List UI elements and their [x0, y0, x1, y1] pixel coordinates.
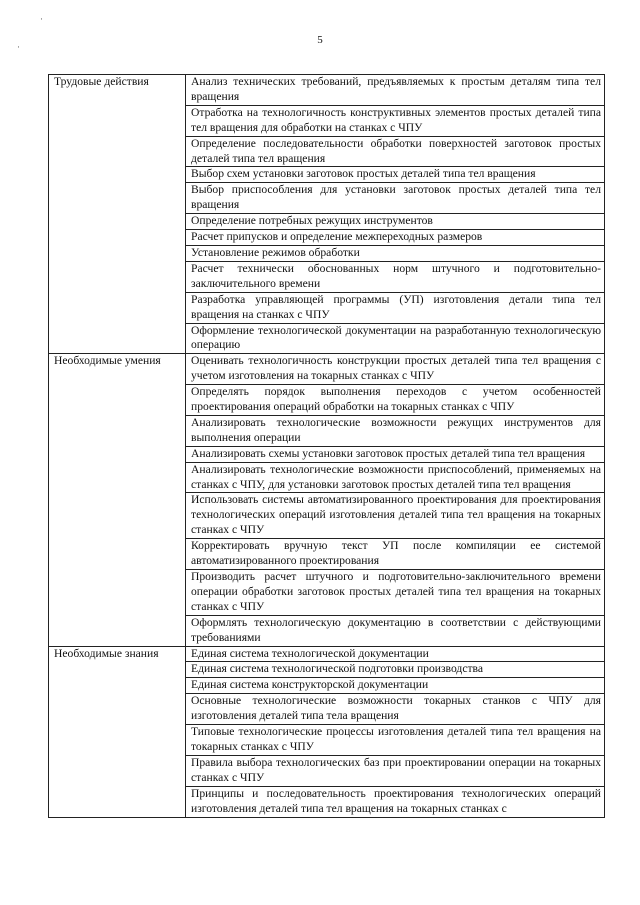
requirement-item: Принципы и последовательность проектирования технологических операций изготовления деталей типа тел вращения на токарных станках с	[186, 786, 605, 817]
scan-speck: ·	[40, 14, 43, 24]
section-category: Трудовые действия	[49, 75, 186, 354]
requirement-item: Единая система конструкторской документации	[186, 678, 605, 694]
section-category: Необходимые умения	[49, 354, 186, 646]
requirement-item: Анализ технических требований, предъявляемых к простым деталям типа тел вращения	[186, 75, 605, 106]
requirement-item: Определять порядок выполнения переходов с учетом особенностей проектирования операций обработки на токарных станках с ЧПУ	[186, 385, 605, 416]
table-row	[49, 75, 605, 106]
requirement-item: Производить расчет штучного и подготовительно-заключительного времени операции обработки заготовок простых деталей типа тел вращения на токарных станках с ЧПУ	[186, 570, 605, 616]
table-row	[49, 646, 605, 662]
requirement-item: Типовые технологические процессы изготовления деталей типа тел вращения на токарных станках с ЧПУ	[186, 725, 605, 756]
section-category: Необходимые знания	[49, 646, 186, 817]
requirement-item: Определение последовательности обработки поверхностей заготовок простых деталей типа тел вращения	[186, 136, 605, 167]
requirement-item: Разработка управляющей программы (УП) изготовления детали типа тел вращения на станках с ЧПУ	[186, 292, 605, 323]
requirement-item: Оформление технологической документации на разработанную технологическую операцию	[186, 323, 605, 354]
scan-speck: ·	[17, 42, 20, 52]
requirement-item: Отработка на технологичность конструктивных элементов простых деталей типа тел вращения для обработки на станках с ЧПУ	[186, 105, 605, 136]
requirement-item: Расчет припусков и определение межпереходных размеров	[186, 230, 605, 246]
requirement-item: Использовать системы автоматизированного проектирования для проектирования технологических операций изготовления деталей типа тел вращения на токарных станках с ЧПУ	[186, 493, 605, 539]
requirement-item: Корректировать вручную текст УП после компиляции ее системой автоматизированного проектирования	[186, 539, 605, 570]
requirement-item: Правила выбора технологических баз при проектировании операции на токарных станках с ЧПУ	[186, 755, 605, 786]
requirement-item: Единая система технологической документации	[186, 646, 605, 662]
requirement-item: Выбор схем установки заготовок простых деталей типа тел вращения	[186, 167, 605, 183]
requirement-item: Оформлять технологическую документацию в соответствии с действующими требованиями	[186, 615, 605, 646]
competency-table	[48, 74, 605, 818]
requirement-item: Анализировать технологические возможности приспособлений, применяемых на станках с ЧПУ, для установки заготовок простых деталей типа тел вращения	[186, 462, 605, 493]
table-row	[49, 354, 605, 385]
requirement-item: Анализировать технологические возможности режущих инструментов для выполнения операции	[186, 415, 605, 446]
requirement-item: Оценивать технологичность конструкции простых деталей типа тел вращения с учетом изготовления на токарных станках с ЧПУ	[186, 354, 605, 385]
requirement-item: Единая система технологической подготовки производства	[186, 662, 605, 678]
page-number: 5	[317, 34, 323, 46]
requirement-item: Основные технологические возможности токарных станков с ЧПУ для изготовления деталей типа тела вращения	[186, 694, 605, 725]
requirement-item: Установление режимов обработки	[186, 245, 605, 261]
requirement-item: Анализировать схемы установки заготовок простых деталей типа тел вращения	[186, 446, 605, 462]
requirement-item: Выбор приспособления для установки заготовок простых деталей типа тел вращения	[186, 183, 605, 214]
requirement-item: Расчет технически обоснованных норм штучного и подготовительно-заключительного времени	[186, 261, 605, 292]
requirement-item: Определение потребных режущих инструментов	[186, 214, 605, 230]
